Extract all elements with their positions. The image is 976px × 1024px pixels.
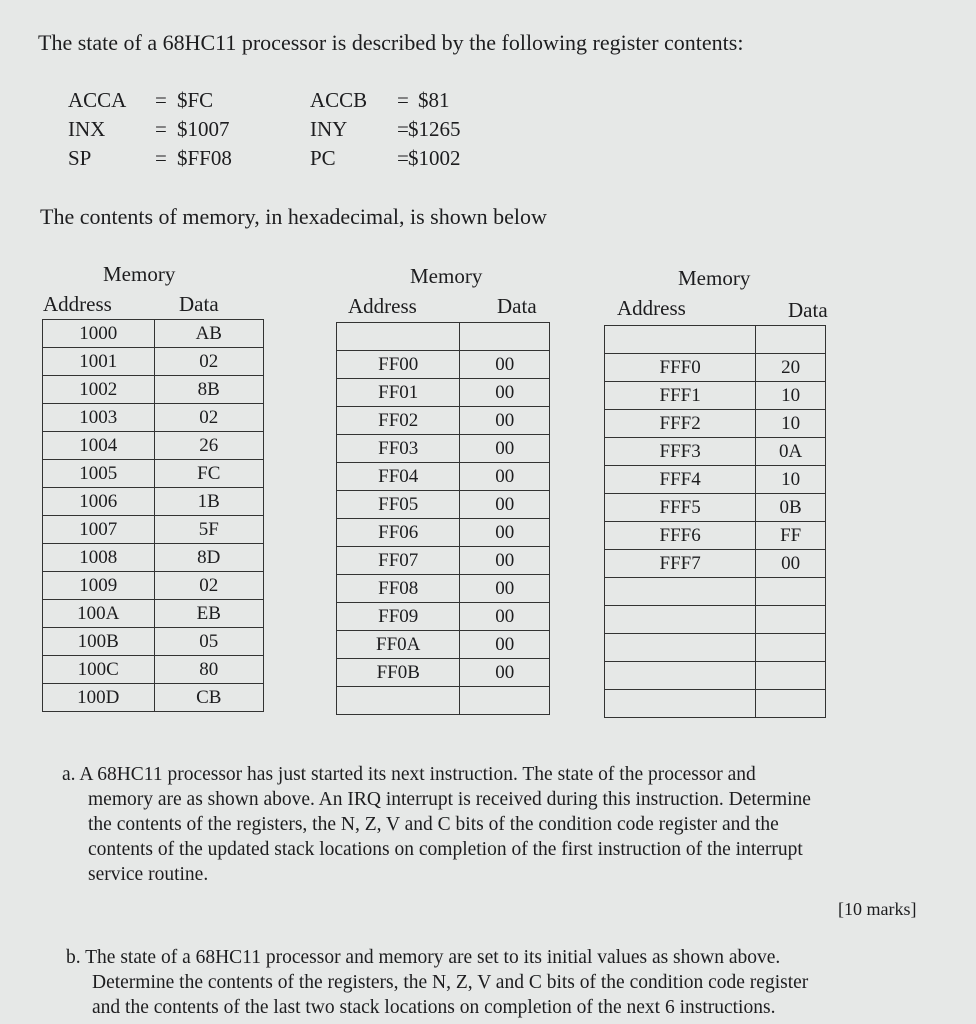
table-row [43, 376, 264, 404]
address-cell: FFF7 [605, 550, 756, 578]
marks-label: [10 marks] [838, 899, 917, 919]
table-row [337, 631, 550, 659]
address-cell: 1008 [43, 544, 155, 572]
data-cell: 00 [460, 603, 550, 631]
address-cell [605, 606, 756, 634]
address-cell: 1009 [43, 572, 155, 600]
reg-eq: = [397, 117, 409, 141]
address-cell: 1000 [43, 320, 155, 348]
address-cell: FF0A [337, 631, 460, 659]
table-row [605, 438, 826, 466]
question-line: memory are as shown above. An IRQ interrupt is received during this instruction. Determine [88, 789, 811, 810]
address-cell: 1003 [43, 404, 155, 432]
memory-table-1 [42, 319, 264, 712]
reg-value: $1265 [408, 117, 461, 141]
address-cell: FF02 [337, 407, 460, 435]
data-cell: 00 [460, 351, 550, 379]
table-row [337, 547, 550, 575]
address-cell: 100B [43, 628, 155, 656]
table-row [43, 348, 264, 376]
memory-caption: Memory [678, 266, 751, 290]
data-cell: 0A [756, 438, 826, 466]
reg-name: ACCB [310, 88, 368, 112]
table-row [43, 404, 264, 432]
question-line: and the contents of the last two stack locations on completion of the next 6 instructions. [92, 997, 776, 1018]
table-row [337, 407, 550, 435]
data-cell: 00 [460, 659, 550, 687]
question-line: b. The state of a 68HC11 processor and memory are set to its initial values as shown above. [66, 947, 781, 968]
question-line: a. A 68HC11 processor has just started its next instruction. The state of the processor and [62, 764, 756, 785]
address-cell [605, 662, 756, 690]
address-cell: 100C [43, 656, 155, 684]
data-cell: 26 [154, 432, 263, 460]
reg-name: ACCA [68, 88, 127, 112]
table-row [337, 603, 550, 631]
memory-table-3 [604, 325, 826, 718]
table-row [605, 662, 826, 690]
reg-name: INX [68, 117, 106, 141]
data-cell: 5F [154, 516, 263, 544]
data-cell: CB [154, 684, 263, 712]
address-cell: 1002 [43, 376, 155, 404]
address-cell: 100D [43, 684, 155, 712]
address-header: Address [43, 292, 112, 316]
table-row [337, 659, 550, 687]
data-cell: 10 [756, 410, 826, 438]
table-row [605, 690, 826, 718]
data-cell: 20 [756, 354, 826, 382]
address-cell [605, 326, 756, 354]
address-cell [337, 687, 460, 715]
data-cell [756, 326, 826, 354]
address-cell [337, 323, 460, 351]
table-row [43, 684, 264, 712]
address-cell: FF06 [337, 519, 460, 547]
table-row [605, 494, 826, 522]
table-row [43, 600, 264, 628]
address-cell: FFF2 [605, 410, 756, 438]
data-cell: 00 [460, 463, 550, 491]
address-cell: FFF3 [605, 438, 756, 466]
table-row [337, 323, 550, 351]
table-row [605, 326, 826, 354]
data-cell: 10 [756, 466, 826, 494]
data-cell: 0B [756, 494, 826, 522]
table-row [43, 544, 264, 572]
data-cell: 00 [460, 631, 550, 659]
table-row [337, 687, 550, 715]
address-cell: FF03 [337, 435, 460, 463]
address-cell: 1006 [43, 488, 155, 516]
table-row [605, 410, 826, 438]
address-cell: 100A [43, 600, 155, 628]
address-cell [605, 690, 756, 718]
address-cell: FFF5 [605, 494, 756, 522]
address-header: Address [348, 294, 417, 318]
address-cell: 1004 [43, 432, 155, 460]
data-cell: AB [154, 320, 263, 348]
data-cell: 02 [154, 348, 263, 376]
data-cell: 80 [154, 656, 263, 684]
table-row [337, 519, 550, 547]
data-cell: EB [154, 600, 263, 628]
address-cell: 1005 [43, 460, 155, 488]
address-cell: FFF4 [605, 466, 756, 494]
address-cell [605, 578, 756, 606]
table-row [43, 516, 264, 544]
address-cell: FF04 [337, 463, 460, 491]
reg-eq: = [155, 146, 167, 170]
data-cell: 8D [154, 544, 263, 572]
reg-value: $81 [418, 88, 450, 112]
data-header: Data [497, 294, 537, 318]
table-row [43, 320, 264, 348]
reg-value: $1007 [177, 117, 230, 141]
table-row [337, 351, 550, 379]
data-cell: 1B [154, 488, 263, 516]
table-row [43, 432, 264, 460]
data-cell [756, 634, 826, 662]
reg-eq: = [155, 117, 167, 141]
table-row [337, 491, 550, 519]
problem-title: The state of a 68HC11 processor is described by the following register contents: [38, 30, 744, 55]
table-row [43, 488, 264, 516]
data-cell [756, 690, 826, 718]
table-row [337, 575, 550, 603]
table-row [43, 628, 264, 656]
data-cell: 05 [154, 628, 263, 656]
table-row [605, 578, 826, 606]
data-cell: 00 [460, 547, 550, 575]
address-cell: FFF1 [605, 382, 756, 410]
table-row [43, 572, 264, 600]
data-cell: 00 [460, 379, 550, 407]
reg-value: $1002 [408, 146, 461, 170]
data-cell [460, 687, 550, 715]
data-cell [756, 606, 826, 634]
table-row [605, 466, 826, 494]
reg-eq: = [155, 88, 167, 112]
table-row [337, 379, 550, 407]
reg-value: $FF08 [177, 146, 232, 170]
table-row [337, 435, 550, 463]
data-cell: 00 [460, 519, 550, 547]
data-header: Data [788, 298, 828, 322]
address-cell: FF0B [337, 659, 460, 687]
data-cell: 02 [154, 572, 263, 600]
data-cell [756, 662, 826, 690]
address-cell: FF09 [337, 603, 460, 631]
address-cell: 1001 [43, 348, 155, 376]
table-row [337, 463, 550, 491]
address-cell: 1007 [43, 516, 155, 544]
reg-name: SP [68, 146, 92, 170]
memory-intro: The contents of memory, in hexadecimal, is shown below [40, 204, 547, 229]
table-row [43, 460, 264, 488]
table-row [605, 606, 826, 634]
question-line: contents of the updated stack locations on completion of the first instruction of the interrupt [88, 839, 803, 860]
address-cell: FF00 [337, 351, 460, 379]
memory-caption: Memory [410, 264, 483, 288]
data-cell: 10 [756, 382, 826, 410]
reg-eq: = [397, 146, 409, 170]
question-a [62, 762, 811, 887]
address-cell: FF05 [337, 491, 460, 519]
table-row [43, 656, 264, 684]
data-header: Data [179, 292, 219, 316]
reg-name: INY [310, 117, 348, 141]
table-row [605, 634, 826, 662]
question-b [66, 945, 808, 1020]
data-cell: 02 [154, 404, 263, 432]
data-cell [756, 578, 826, 606]
address-cell: FFF6 [605, 522, 756, 550]
table-row [605, 550, 826, 578]
data-cell: 00 [460, 575, 550, 603]
question-line: the contents of the registers, the N, Z, V and C bits of the condition code register and the [88, 814, 779, 835]
table-row [605, 382, 826, 410]
data-cell: FC [154, 460, 263, 488]
address-header: Address [617, 296, 686, 320]
data-cell: 00 [460, 407, 550, 435]
reg-eq: = [397, 88, 409, 112]
data-cell: 00 [460, 491, 550, 519]
question-line: Determine the contents of the registers, the N, Z, V and C bits of the condition code register [92, 972, 809, 993]
memory-caption: Memory [103, 262, 176, 286]
data-cell: 00 [756, 550, 826, 578]
address-cell: FF07 [337, 547, 460, 575]
data-cell: 8B [154, 376, 263, 404]
data-cell: FF [756, 522, 826, 550]
address-cell: FF01 [337, 379, 460, 407]
address-cell: FFF0 [605, 354, 756, 382]
reg-value: $FC [177, 88, 214, 112]
table-row [605, 354, 826, 382]
address-cell: FF08 [337, 575, 460, 603]
address-cell [605, 634, 756, 662]
reg-name: PC [310, 146, 336, 170]
memory-table-2 [336, 322, 550, 715]
data-cell [460, 323, 550, 351]
table-row [605, 522, 826, 550]
question-line: service routine. [88, 864, 209, 885]
data-cell: 00 [460, 435, 550, 463]
